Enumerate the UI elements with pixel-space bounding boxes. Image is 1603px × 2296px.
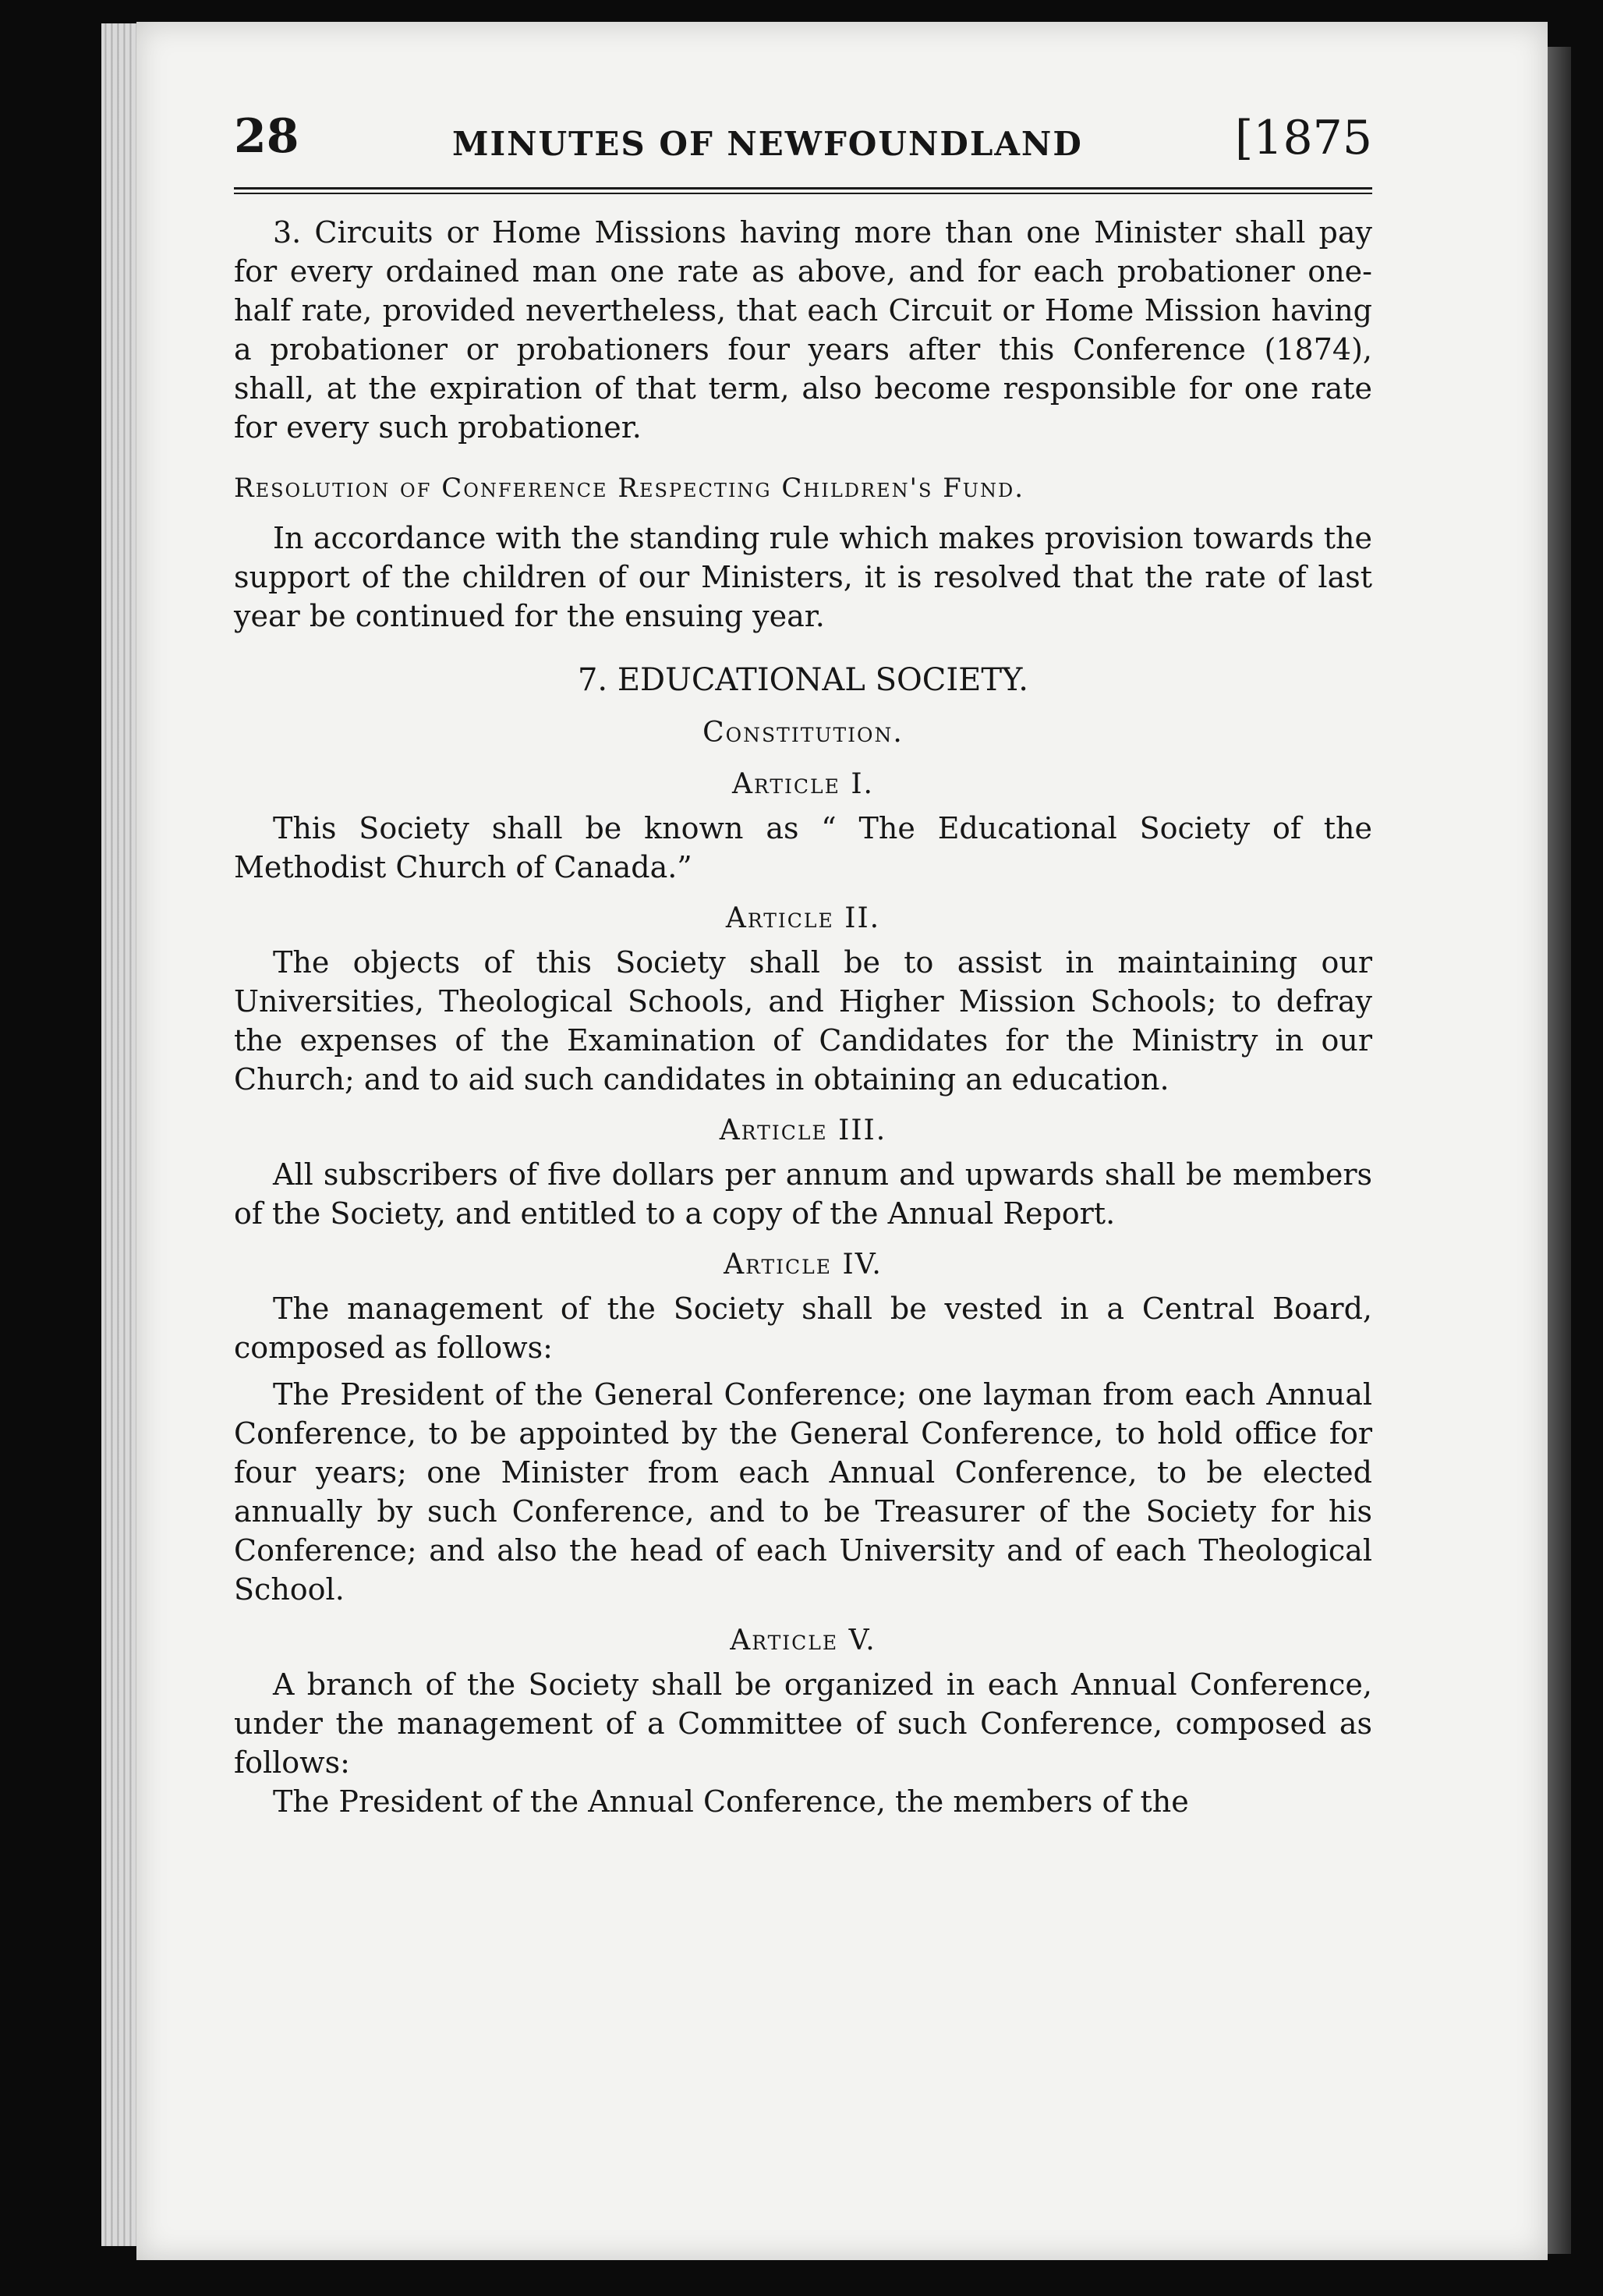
article-title: Article I. bbox=[731, 768, 875, 800]
constitution-heading: Constitution. bbox=[702, 717, 904, 749]
article-paragraph: The management of the Society shall be vested in a Central Board, composed as follows: bbox=[234, 1292, 1372, 1365]
article-title: Article IV. bbox=[724, 1249, 883, 1281]
paragraph-gap bbox=[234, 1367, 1372, 1375]
article-title: Article III. bbox=[719, 1114, 887, 1146]
article-paragraph: A branch of the Society shall be organized in each Annual Conference, under the management of a Committee of such Conference, composed as follows: bbox=[234, 1667, 1372, 1780]
article-title: Article V. bbox=[730, 1625, 876, 1656]
paragraph-circuits: 3. Circuits or Home Missions having more than one Minister shall pay for every ordained man one rate as above, and for each probationer one-half rate, provided nevertheless, that each Circuit or Home Mission having a probationer or probationers four years after this Conference (1874), shall, at the expiration of that term, also become responsible for one rate for every such probationer. bbox=[234, 215, 1372, 445]
header-rule bbox=[234, 187, 1372, 194]
page-content bbox=[234, 101, 1372, 1821]
page-header bbox=[234, 101, 1372, 172]
article-paragraph: All subscribers of five dollars per annum and upwards shall be members of the Society, and entitled to a copy of the Annual Report. bbox=[234, 1157, 1372, 1231]
article-paragraph: This Society shall be known as “ The Educational Society of the Methodist Church of Canada.” bbox=[234, 811, 1372, 884]
resolution-heading: Resolution of Conference Respecting Children's Fund. bbox=[234, 473, 1025, 504]
paragraph-resolution: In accordance with the standing rule which makes provision towards the support of the children of our Ministers, it is resolved that the rate of last year be continued for the ensuing year. bbox=[234, 521, 1372, 633]
article-paragraph: The objects of this Society shall be to assist in maintaining our Universities, Theological Schools, and Higher Mission Schools; to defray the expenses of the Examination of Candidates for the Ministry in our Church; and to aid such candidates in obtaining an education. bbox=[234, 945, 1372, 1097]
page-number: 28 bbox=[234, 109, 299, 164]
article-paragraph: The President of the Annual Conference, the members of the bbox=[273, 1784, 1189, 1819]
article-paragraph: The President of the General Conference; one layman from each Annual Conference, to be appointed by the General Conference, to hold office for four years; one Minister from each Annual Conference, to be elected annually by such Conference, and to be Treasurer of the Society for his Conference; and also the head of each University and of each Theological School. bbox=[234, 1377, 1372, 1607]
running-title: MINUTES OF NEWFOUNDLAND bbox=[452, 125, 1083, 163]
book-binding bbox=[1548, 47, 1571, 2254]
article-title: Article II. bbox=[725, 902, 881, 934]
section-heading: 7. EDUCATIONAL SOCIETY. bbox=[577, 662, 1029, 698]
header-year: [1875 bbox=[1234, 111, 1372, 165]
